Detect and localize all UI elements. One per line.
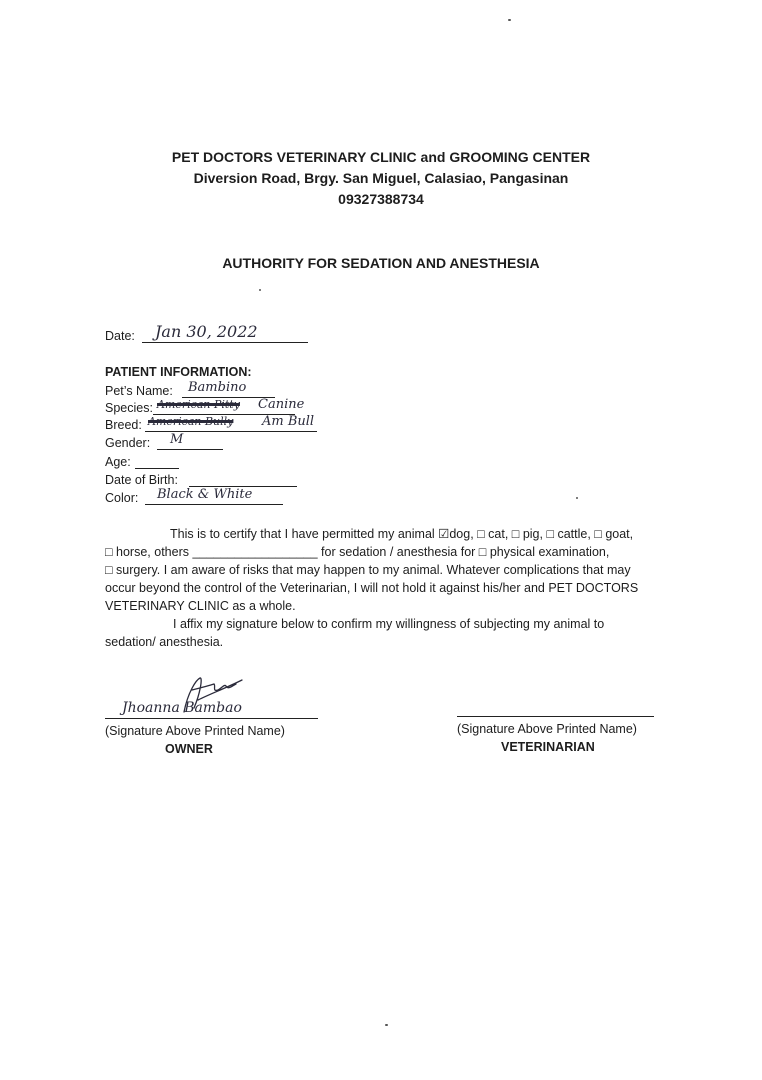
species-label: Species: [105,401,153,415]
consent-line-3: □ surgery. I am aware of risks that may happen to my animal. Whatever complications that may [105,563,631,577]
consent-line-5: VETERINARY CLINIC as a whole. [105,599,296,613]
scan-speck [508,19,511,21]
pet-name-value: Bambino [188,380,247,395]
date-value: Jan 30, 2022 [155,322,258,341]
date-underline [142,342,308,343]
scan-speck [259,289,261,291]
consent-line-4: occur beyond the control of the Veterinarian, I will not hold it against his/her and PET DOCTORS [105,581,639,595]
vet-role: VETERINARIAN [501,740,595,754]
species-value: Canine [258,397,305,412]
clinic-name: PET DOCTORS VETERINARY CLINIC and GROOMING CENTER [171,149,591,165]
breed-label: Breed: [105,418,142,432]
owner-caption: (Signature Above Printed Name) [105,724,285,738]
gender-underline [157,449,223,450]
gender-value: M [170,432,184,447]
age-label: Age: [105,455,131,469]
clinic-phone: 09327388734 [338,191,424,207]
color-label: Color: [105,491,139,505]
form-title: AUTHORITY FOR SEDATION AND ANESTHESIA [222,255,540,271]
vet-caption: (Signature Above Printed Name) [457,722,637,736]
color-underline [145,504,283,505]
dob-label: Date of Birth: [105,473,178,487]
pet-name-label: Pet’s Name: [105,384,173,398]
clinic-address: Diversion Road, Brgy. San Miguel, Calasiao, Pangasinan [193,170,569,186]
breed-struck-value: American Bully [148,415,234,428]
consent-line-7: sedation/ anesthesia. [105,635,224,649]
breed-value: Am Bull [262,414,315,429]
vet-signature-line [457,716,654,717]
scan-speck [385,1024,388,1026]
owner-signature-line [105,718,318,719]
color-value: Black & White [157,487,253,502]
date-label: Date: [105,329,135,343]
patient-info-heading: PATIENT INFORMATION: [105,365,252,379]
consent-line-2: □ horse, others __________________ for sedation / anesthesia for □ physical examination, [105,545,610,559]
owner-printed-name: Jhoanna Bambao [122,700,242,716]
owner-role: OWNER [165,742,213,756]
gender-label: Gender: [105,436,151,450]
consent-line-6: I affix my signature below to confirm my willingness of subjecting my animal to [173,617,605,631]
species-struck-value: American Pitty [157,398,240,411]
consent-line-1: This is to certify that I have permitted my animal ☑dog, □ cat, □ pig, □ cattle, □ goat, [170,527,634,541]
scan-speck [576,497,578,499]
age-underline [135,468,179,469]
